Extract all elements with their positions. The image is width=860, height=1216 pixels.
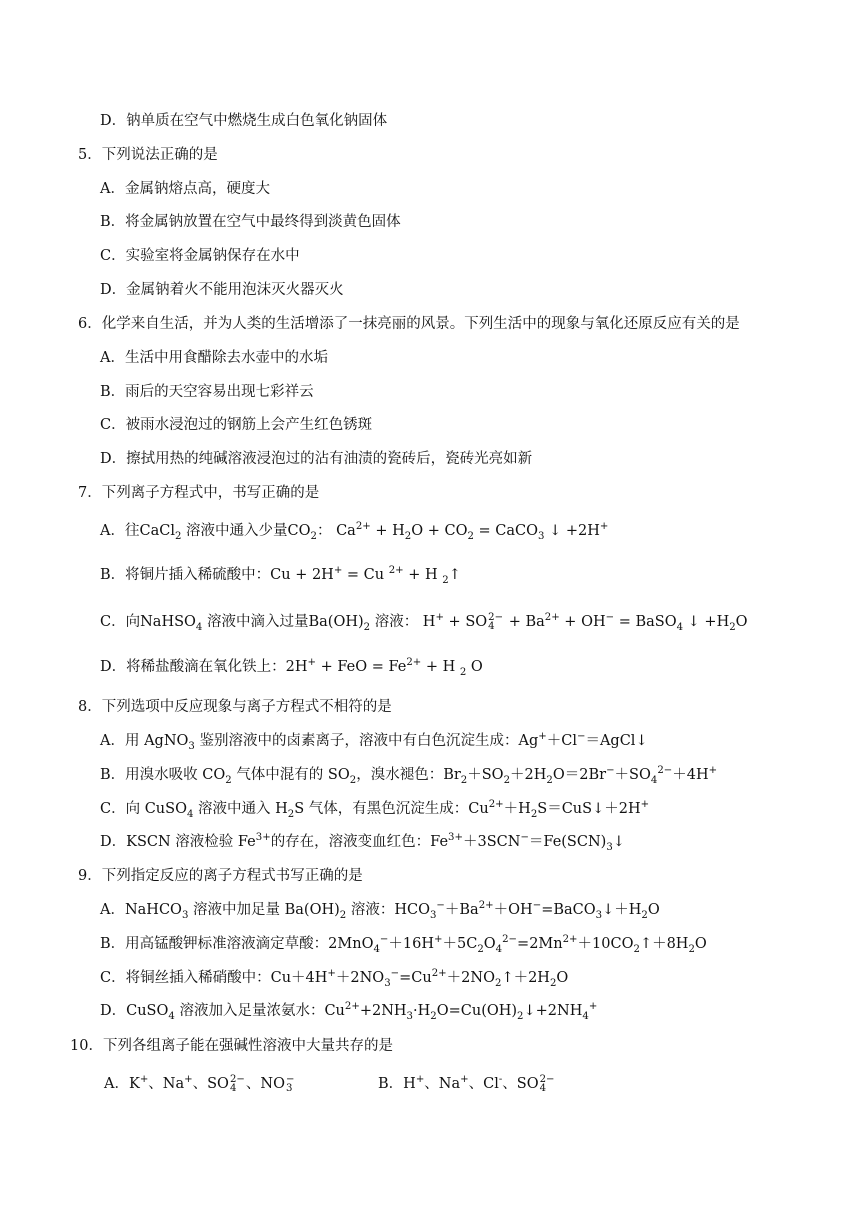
q8-option-a: A．用 AgNO$_3$ 鉴别溶液中的卤素离子，溶液中有白色沉淀生成：Ag+＋Cl−＝AgCl↓ [100, 731, 648, 752]
q5-option-c: C．实验室将金属钠保存在水中 [100, 248, 300, 264]
q7-stem: 7．下列离子方程式中，书写正确的是 [78, 485, 320, 501]
q5-option-d: D．金属钠着火不能用泡沫灭火器灭火 [100, 282, 344, 298]
q8-option-b: B．用溴水吸收 $CO_2$ 气体中混有的 $SO_2$，溴水褪色：$Br_2+SO_2+2H_2O=2Br^-+SO_4^{2-}+4H^+$ [100, 765, 718, 786]
q9-stem: 9．下列指定反应的离子方程式书写正确的是 [78, 868, 363, 884]
q8-option-d: D．KSCN 溶液检验 $Fe^{3+}$的存在，溶液变血红色：$Fe^{3+}+3SCN^-=Fe(SCN)_3↓$ [100, 832, 625, 853]
q6-option-d: D．擦拭用热的纯碱溶液浸泡过的沾有油渍的瓷砖后，瓷砖光亮如新 [100, 451, 533, 467]
q7-option-b: B．将铜片插入稀硫酸中：Cu + 2H+ = Cu $^{2+}$ + H $_2$↑ [100, 565, 461, 586]
q6-stem: 6．化学来自生活，并为人类的生活增添了一抹亮丽的风景。下列生活中的现象与氧化还原反应有关的是 [78, 316, 740, 332]
q6-option-a: A．生活中用食醋除去水壶中的水垢 [100, 350, 328, 366]
q5-option-a: A．金属钠熔点高，硬度大 [100, 181, 270, 197]
q9-option-c: C．将铜丝插入稀硝酸中：$Cu+4H^++2NO_3^-=Cu^{2+}+2NO_2↑+2H_2O$ [100, 968, 569, 989]
q7-option-c: C．向NaHSO$_4$ 溶液中滴入过量$Ba(OH)_2$ 溶液： H+ + SO 2− 4 + $Ba^{2+} + OH^-$ = BaSO$_4$ ↓ $+H_2O$ [100, 612, 748, 633]
q9-option-b: B．用高锰酸钾标准溶液滴定草酸：$2MnO_4^-+16H^++5C_2O_4^{2-}=2Mn^{2+}+10CO_2↑+8H_2O$ [100, 934, 707, 955]
q7-option-d: D．将稀盐酸滴在氧化铁上：2H+ + FeO = $Fe^{2+} + H$ $_2$ O [100, 657, 483, 678]
q4-option-d: D．钠单质在空气中燃烧生成白色氧化钠固体 [100, 113, 388, 129]
q10-option-a: A．K+、Na+、SO 2− 4 、NO − 3 [104, 1074, 295, 1094]
q8-stem: 8．下列选项中反应现象与离子方程式不相符的是 [78, 699, 392, 715]
q9-option-a: A．NaHCO$_3$ 溶液中加足量 $Ba(OH)_2$ 溶液：$HCO_3^-+Ba^{2+}+OH^-=BaCO_3↓+H_2O$ [100, 900, 660, 921]
q10-stem: 10．下列各组离子能在强碱性溶液中大量共存的是 [70, 1038, 393, 1054]
q10-option-b: B．H+、Na+、Cl-、SO 2− 4 [378, 1074, 555, 1094]
q9-option-d: D．CuSO$_4$ 溶液加入足量浓氨水：$Cu^{2+}+2NH_3\cdot H_2O=Cu(OH)_2↓+2NH_4^+$ [100, 1001, 598, 1022]
q7-option-a: A．往CaCl$_2$ 溶液中通入少量$CO_2$： $Ca^{2+} + H_2O + CO_2$ = CaCO$_3$ ↓ +2H+ [100, 521, 609, 542]
q5-option-b: B．将金属钠放置在空气中最终得到淡黄色固体 [100, 214, 401, 230]
q5-stem: 5．下列说法正确的是 [78, 147, 218, 163]
q8-option-c: C．向 CuSO$_4$ 溶液中通入 $H_2S$ 气体，有黑色沉淀生成：$Cu^{2+}+H_2S=CuS↓+2H^+$ [100, 799, 650, 820]
q6-option-c: C．被雨水浸泡过的钢筋上会产生红色锈斑 [100, 417, 373, 433]
q6-option-b: B．雨后的天空容易出现七彩祥云 [100, 384, 314, 400]
